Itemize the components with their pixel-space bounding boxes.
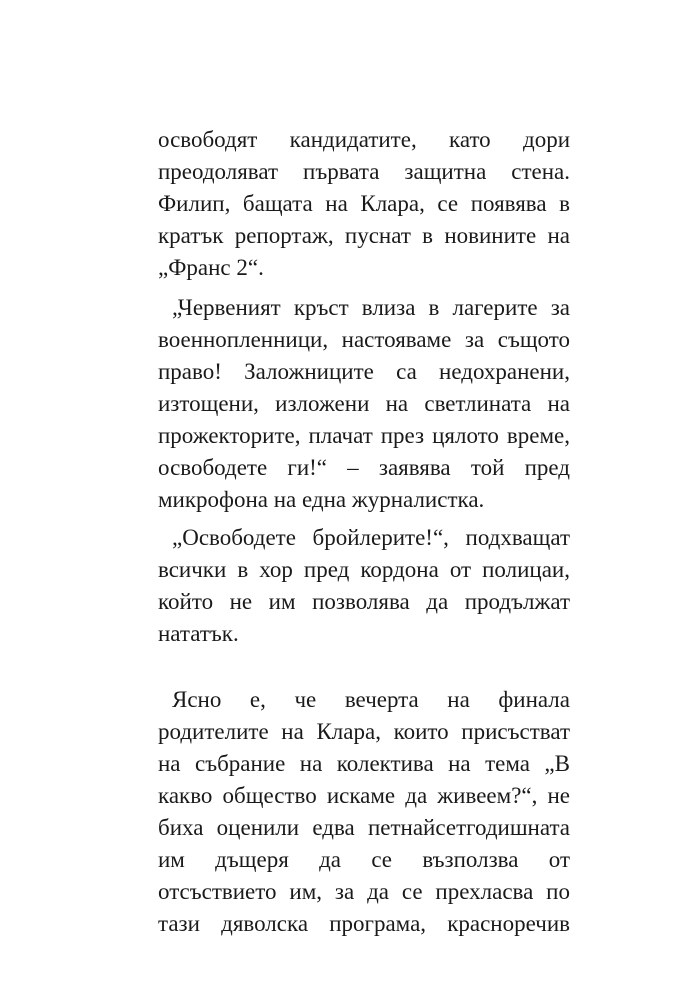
- paragraph: [158, 124, 570, 284]
- text-line: тази дяволска програма, красноречив: [158, 911, 570, 936]
- text-line: всички в хор пред кордона от полицаи,: [158, 557, 570, 582]
- text-line: преодоляват първата защитна стена.: [158, 159, 570, 184]
- text-line: освободете ги!“ – заявява той пред: [158, 455, 570, 480]
- paragraph: [158, 522, 570, 650]
- text-line: който не им позволява да продължат: [158, 589, 570, 614]
- text-line: право! Заложниците са недохранени,: [158, 359, 570, 384]
- text-line: родителите на Клара, които присъстват: [158, 719, 570, 744]
- text-line: изтощени, изложени на светлината на: [158, 391, 570, 416]
- section-break: [158, 650, 570, 684]
- text-line: прожекторите, плачат през цялото време,: [158, 423, 570, 448]
- body-text: [158, 124, 570, 940]
- paragraph: [158, 684, 570, 940]
- text-line: отсъствието им, за да се прехласва по: [158, 879, 570, 904]
- paragraph: [158, 292, 570, 516]
- text-line: им дъщеря да се възползва от: [158, 847, 570, 872]
- text-line: „Червеният кръст влиза в лагерите за: [172, 295, 570, 320]
- text-line: Ясно е, че вечерта на финала: [172, 687, 570, 712]
- text-line: на събрание на колектива на тема „В: [158, 751, 570, 776]
- text-line: „Освободете бройлерите!“, подхващат: [172, 525, 570, 550]
- text-line: какво общество искаме да живеем?“, не: [158, 783, 570, 808]
- text-line: Филип, бащата на Клара, се появява в: [158, 191, 570, 216]
- text-line: освободят кандидатите, като дори: [158, 127, 570, 152]
- text-line: „Франс 2“.: [158, 255, 264, 280]
- text-line: кратък репортаж, пуснат в новините на: [158, 223, 570, 248]
- text-line: микрофона на една журналистка.: [158, 487, 485, 512]
- text-line: нататък.: [158, 621, 239, 646]
- text-line: военнопленници, настояваме за същото: [158, 327, 570, 352]
- text-line: биха оценили едва петнайсетгодишната: [158, 815, 570, 840]
